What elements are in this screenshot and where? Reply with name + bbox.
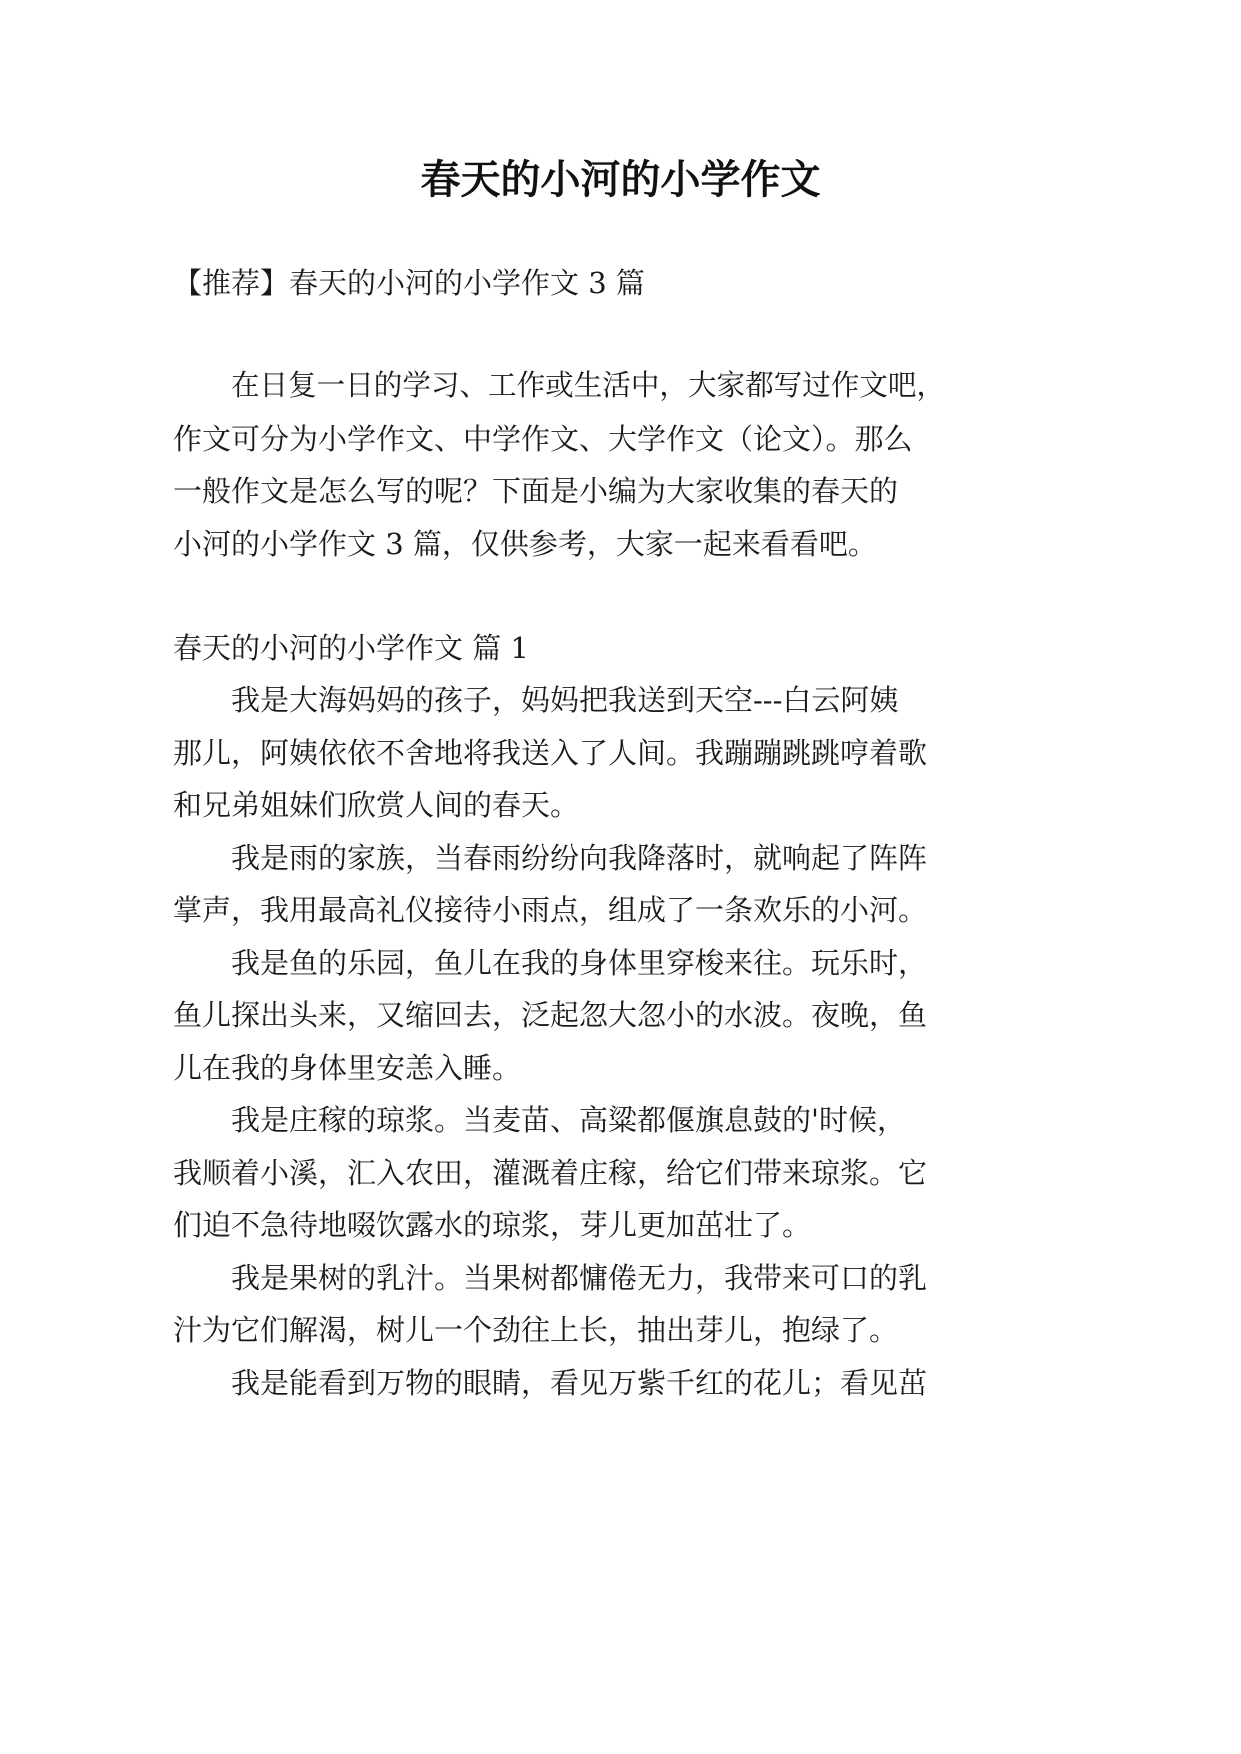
body-line: 我是能看到万物的眼睛，看见万紫千红的花儿；看见茁 (231, 1366, 928, 1400)
body-line: 和兄弟姐妹们欣赏人间的春天。 (173, 788, 580, 822)
body-line: 我是雨的家族，当春雨纷纷向我降落时，就响起了阵阵 (231, 841, 928, 875)
body-line: 掌声，我用最高礼仪接待小雨点，组成了一条欢乐的小河。 (173, 893, 928, 927)
body-line: 我是鱼的乐园，鱼儿在我的身体里穿梭来往。玩乐时， (231, 946, 928, 980)
intro-line: 一般作文是怎么写的呢？下面是小编为大家收集的春天的 (173, 474, 899, 508)
body-line: 汁为它们解渴，树儿一个劲往上长，抽出芽儿，抱绿了。 (173, 1313, 899, 1347)
recommend-line: 【推荐】春天的小河的小学作文 3 篇 (173, 266, 645, 300)
body-line: 我是庄稼的琼浆。当麦苗、高粱都偃旗息鼓的'时候， (231, 1103, 906, 1137)
intro-line: 小河的小学作文 3 篇，仅供参考，大家一起来看看吧。 (173, 527, 877, 561)
body-line: 我是大海妈妈的孩子，妈妈把我送到天空---白云阿姨 (231, 683, 899, 717)
body-line: 那儿，阿姨依依不舍地将我送入了人间。我蹦蹦跳跳哼着歌 (173, 736, 928, 770)
body-line: 们迫不急待地啜饮露水的琼浆，芽儿更加茁壮了。 (173, 1208, 812, 1242)
intro-line: 在日复一日的学习、工作或生活中，大家都写过作文吧， (231, 368, 946, 402)
body-line: 鱼儿探出头来，又缩回去，泛起忽大忽小的水波。夜晚，鱼 (173, 998, 928, 1032)
body-line: 我顺着小溪，汇入农田，灌溉着庄稼，给它们带来琼浆。它 (173, 1156, 928, 1190)
body-line: 我是果树的乳汁。当果树都慵倦无力，我带来可口的乳 (231, 1261, 928, 1295)
body-line: 儿在我的身体里安恙入睡。 (173, 1051, 522, 1085)
document-title: 春天的小河的小学作文 (420, 156, 821, 203)
section-heading: 春天的小河的小学作文 篇 1 (173, 631, 529, 665)
intro-line: 作文可分为小学作文、中学作文、大学作文（论文）。那么 (173, 422, 913, 456)
